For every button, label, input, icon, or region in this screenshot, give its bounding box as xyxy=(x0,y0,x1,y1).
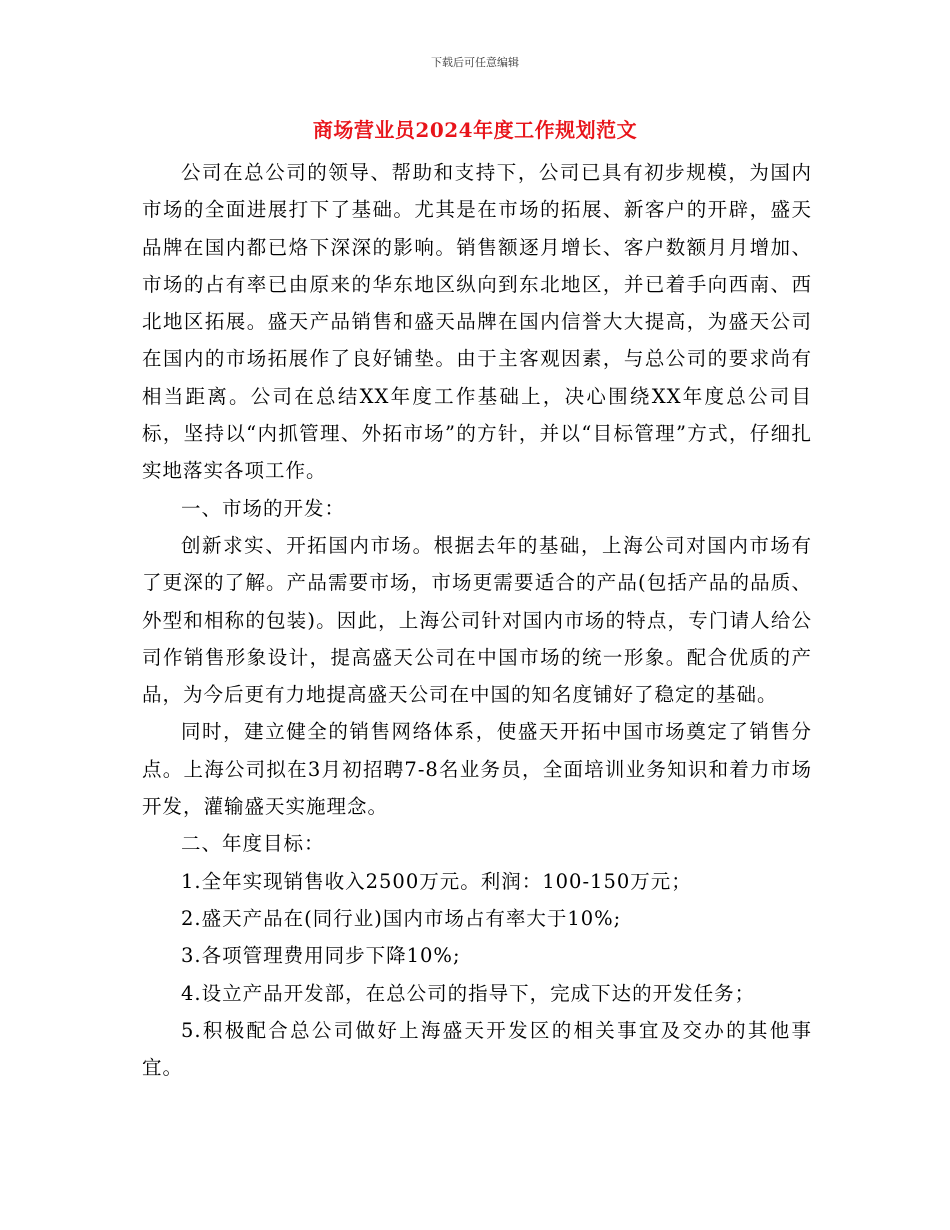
goal-item: 2.盛天产品在(同行业)国内市场占有率大于10%; xyxy=(181,906,622,930)
header-note: 下载后可任意编辑 xyxy=(431,56,519,69)
section-heading-market: 一、市场的开发： xyxy=(181,496,346,520)
market-paragraph: 创新求实、开拓国内市场。根据去年的基础，上海公司对国内市场有了更深的了解。产品需要市场，市场更需要适合的产品(包括产品的品质、外型和相称的包装)。因此，上海公司针对国内市场的特点，专门请人给公司作销售形象设计，提高盛天公司在中国市场的统一形象。配合优质的产品，为今后更有力地提高盛天公司在中国的知名度铺好了稳定的基础。 xyxy=(142,533,812,707)
document-title: 商场营业员2024年度工作规划范文 xyxy=(312,118,638,142)
document-body xyxy=(142,154,812,1086)
intro-paragraph: 公司在总公司的领导、帮助和支持下，公司已具有初步规模，为国内市场的全面进展打下了基础。尤其是在市场的拓展、新客户的开辟，盛天品牌在国内都已烙下深深的影响。销售额逐月增长、客户数额月月增加、市场的占有率已由原来的华东地区纵向到东北地区，并已着手向西南、西北地区拓展。盛天产品销售和盛天品牌在国内信誉大大提高，为盛天公司在国内的市场拓展作了良好铺垫。由于主客观因素，与总公司的要求尚有相当距离。公司在总结XX年度工作基础上，决心围绕XX年度总公司目标，坚持以“内抓管理、外拓市场”的方针，并以“目标管理”方式，仔细扎实地落实各项工作。 xyxy=(142,161,812,483)
goal-item: 1.全年实现销售收入2500万元。利润：100-150万元； xyxy=(181,869,692,893)
goal-item: 4.设立产品开发部，在总公司的指导下，完成下达的开发任务； xyxy=(181,981,756,1005)
sales-network-paragraph: 同时，建立健全的销售网络体系，使盛天开拓中国市场奠定了销售分点。上海公司拟在3月初招聘7-8名业务员，全面培训业务知识和着力市场开发，灌输盛天实施理念。 xyxy=(142,720,812,819)
goal-item: 5.积极配合总公司做好上海盛天开发区的相关事宜及交办的其他事宜。 xyxy=(142,1018,812,1080)
section-heading-goals: 二、年度目标： xyxy=(181,832,325,856)
goal-item: 3.各项管理费用同步下降10%; xyxy=(181,944,461,968)
